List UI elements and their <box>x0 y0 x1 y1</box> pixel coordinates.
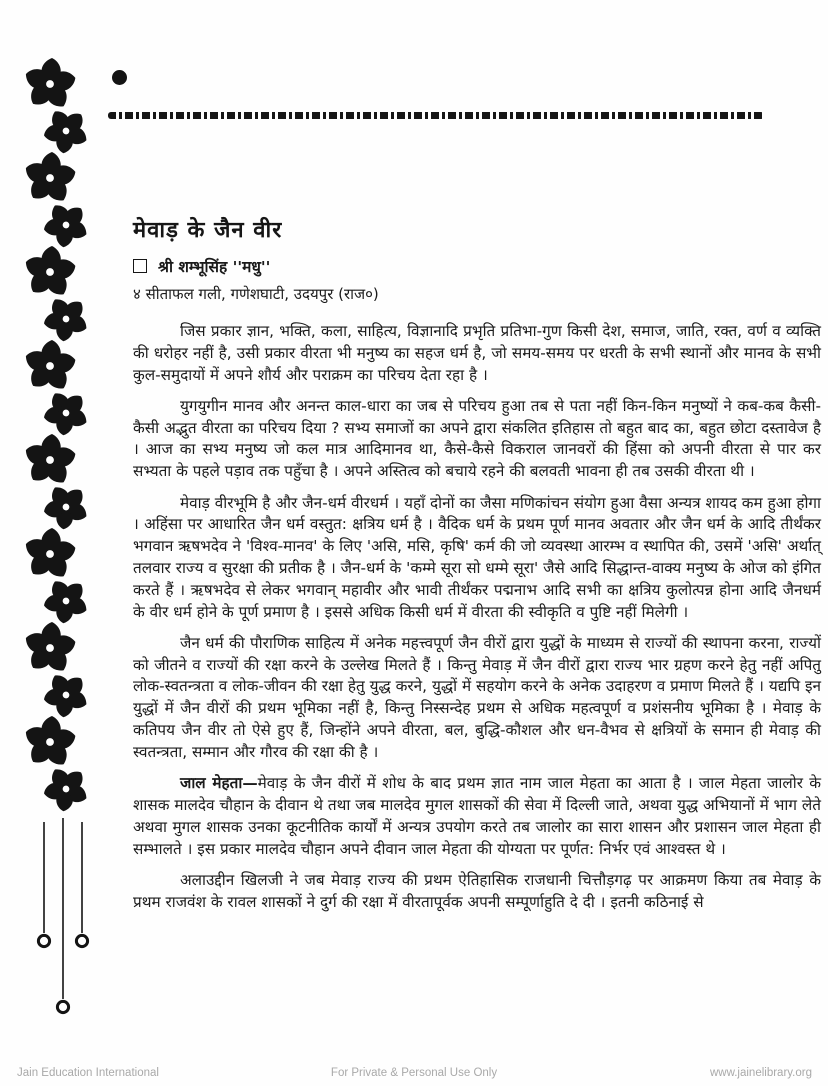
paragraph: अलाउद्दीन खिलजी ने जब मेवाड़ राज्य की प्रथम ऐतिहासिक राजधानी चित्तौड़गढ़ पर आक्रमण किया तब मेवाड़ के प्रथम राजवंश के रावल शासकों ने दुर्ग की रक्षा में वीरतापूर्वक अपनी सम्पूर्णाहुति दे दी । इतनी कठिनाई से <box>133 870 821 911</box>
article <box>133 218 821 923</box>
paragraph-lead: जाल मेहता— <box>180 774 258 793</box>
footer-left: Jain Education International <box>17 1067 159 1079</box>
scan-footer <box>0 1064 828 1084</box>
ornamental-left-border <box>0 0 112 1086</box>
author-name: श्री शम्भूसिंह ''मधु'' <box>158 258 271 276</box>
page-title: मेवाड़ के जैन वीर <box>133 218 283 243</box>
author-address: ४ सीताफल गली, गणेशघाटी, उदयपुर (राज०) <box>133 285 379 303</box>
paragraph: युगयुगीन मानव और अनन्त काल-धारा का जब से परिचय हुआ तब से पता नहीं किन-किन मनुष्यों ने कब-कब कैसी-कैसी अद्भुत वीरता का परिचय दिया ? सभ्य समाजों का अपने द्वारा संकलित इतिहास तो बहुत बाद का, बहुत छोटा दस्तावेज है । आज का सभ्य मनुष्य जो कल मात्र आदिमानव था, कैसे-कैसे विकराल जानवरों की हिंसा को अपनी वीरता से पार कर सभ्यता के पहले पड़ाव तक पहुँचा है । अपने अस्तित्व को बचाये रहने की बलवती भावना ही तब उसकी वीरता थी । <box>133 396 821 481</box>
paragraph: जाल मेहता—मेवाड़ के जैन वीरों में शोध के बाद प्रथम ज्ञात नाम जाल मेहता का आता है । जाल मेहता जालोर के शासक मालदेव चौहान के दीवान थे तथा जब मालदेव मुगल शासकों की सेवा में दिल्ली जाते, अथवा युद्ध अभियानों में भाग लेते अथवा मुगल शासक उनका कूटनीतिक कार्यों में अन्यत्र उपयोग करते तब जालोर का सारा शासन और प्रशासन जाल मेहता ही सम्भालते । इस प्रकार मालदेव चौहान अपने दीवान जाल मेहता की योग्यता पर पूर्णत: निर्भर एवं आश्वस्त थे । <box>133 774 821 858</box>
footer-center: For Private & Personal Use Only <box>330 1067 498 1079</box>
footer-right: www.jainelibrary.org <box>709 1067 812 1079</box>
paragraph: मेवाड़ वीरभूमि है और जैन-धर्म वीरधर्म । यहाँ दोनों का जैसा मणिकांचन संयोग हुआ वैसा अन्यत्र शायद कम हुआ होगा । अहिंसा पर आधारित जैन धर्म वस्तुत: क्षत्रिय धर्म है । वैदिक धर्म के प्रथम पूर्ण मानव अवतार और जैन धर्म के आदि तीर्थंकर भगवान ऋषभदेव ने 'विश्व-मानव' के लिए 'असि, मसि, कृषि' कर्म की जो व्यवस्था आरम्भ व स्थापित की, उसमें 'असि' अर्थात् तलवार राज्य व सुरक्षा की प्रतीक है । जैन-धर्म के 'कम्मे सूरा सो धम्मे सूरा' जैसे आदि सिद्धान्त-वाक्य मनुष्य के ओज को इंगित करते हैं । ऋषभदेव से लेकर भगवान् महावीर और भावी तीर्थंकर पद्मनाभ आदि सभी का क्षत्रिय कुलोत्पन्न होना आदि जैनधर्म के वीर धर्म होने के पूर्ण प्रमाण है । इससे अधिक किसी धर्म में वीरता की स्वीकृति व पुष्टि नहीं मिलेगी । <box>133 493 821 621</box>
paragraph: जिस प्रकार ज्ञान, भक्ति, कला, साहित्य, विज्ञानादि प्रभृति प्रतिभा-गुण किसी देश, समाज, जाति, रक्त, वर्ण व व्यक्ति की धरोहर नहीं है, उसी प्रकार वीरता भी मनुष्य का सहज धर्म है, जो समय-समय पर धरती के सभी स्थानों और मानव के सभी कुल-समुदायों में अपने शौर्य और पराक्रम का परिचय देता रहा है । <box>133 322 821 384</box>
rosette-chain <box>23 58 99 822</box>
square-bullet-icon <box>133 259 147 273</box>
section-marker-dot <box>112 70 127 85</box>
byline <box>133 255 821 277</box>
paragraphs <box>133 321 821 913</box>
ornamental-rule <box>108 112 764 119</box>
drop-lines-with-rings <box>38 818 87 1013</box>
paragraph: जैन धर्म की पौराणिक साहित्य में अनेक महत्त्वपूर्ण जैन वीरों द्वारा युद्धों के माध्यम से राज्यों की स्थापना करना, राज्यों को जीतने व राज्यों की रक्षा करने के उल्लेख मिलते हैं । किन्तु मेवाड़ में जैन वीरों द्वारा राज्य भार ग्रहण करने हेतु नहीं अपितु लोक-स्वतन्त्रता व लोक-जीवन की रक्षा हेतु युद्ध करने, युद्धों में सहयोग करने के अनेक उदाहरण व प्रमाण मिलते हैं । यद्यपि इन युद्धों में जैन वीरों की प्रथम भूमिका नहीं है, किन्तु निस्सन्देह प्रथम से अधिक महत्वपूर्ण व प्रशंसनीय भूमिका है । मेवाड़ के कतिपय जैन वीर तो ऐसे हुए हैं, जिन्होंने अपने वीरता, बल, बुद्धि-कौशल और धन-वैभव से क्षत्रियों के समान ही मेवाड़ की स्वतन्त्रता, सम्मान और गौरव की रक्षा की है । <box>133 633 821 761</box>
